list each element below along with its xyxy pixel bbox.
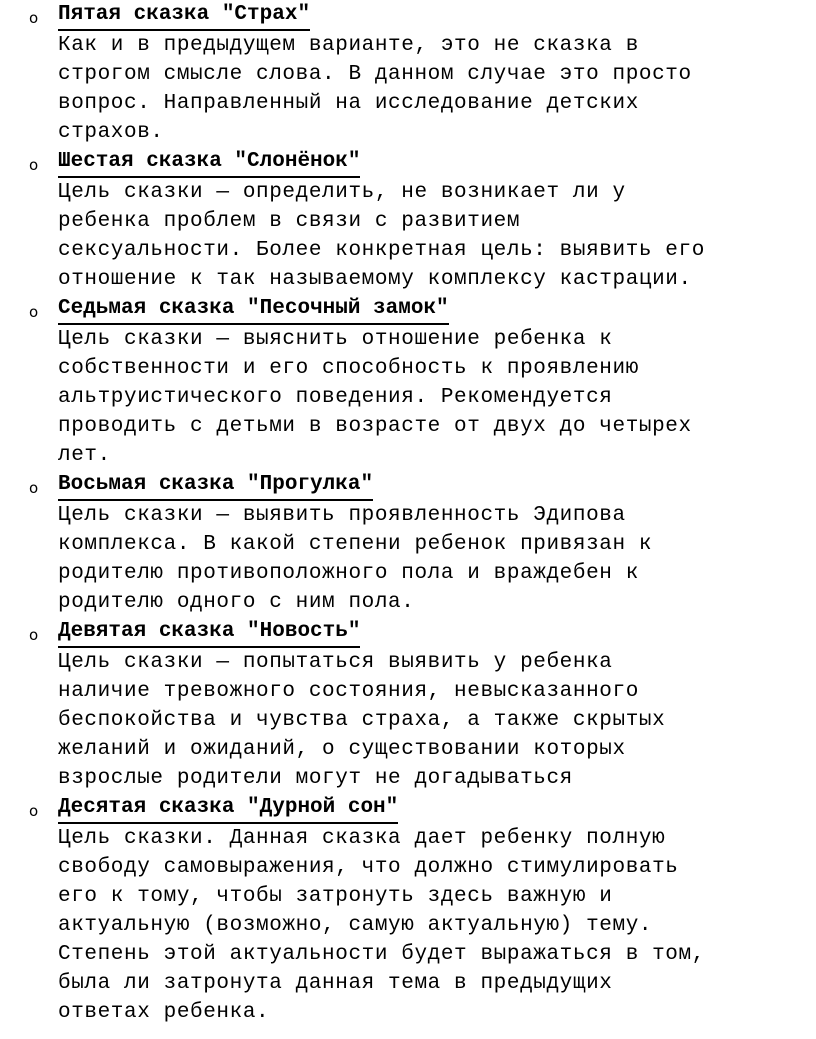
item-title: Восьмая сказка "Прогулка" <box>58 470 373 501</box>
list-item-fairy-tale-10 <box>0 793 816 1027</box>
item-description: Цель сказки — попытаться выявить у ребенка наличие тревожного состояния, невысказанного беспокойства и чувства страха, а также скрытых желаний и ожиданий, о существовании которых взрослые родители могут не догадываться <box>58 651 666 790</box>
bullet-icon: o <box>29 626 39 644</box>
item-title: Десятая сказка "Дурной сон" <box>58 793 398 824</box>
list-item-fairy-tale-5 <box>0 0 816 147</box>
bullet-icon: o <box>29 802 39 820</box>
item-title: Девятая сказка "Новость" <box>58 617 360 648</box>
list-item-fairy-tale-8 <box>0 470 816 617</box>
item-description: Цель сказки — выяснить отношение ребенка к собственности и его способность к проявлению альтруистического поведения. Рекомендуется проводить с детьми в возрасте от двух до четырех лет. <box>58 328 692 467</box>
list-item-fairy-tale-6 <box>0 147 816 294</box>
item-description: Цель сказки — определить, не возникает ли у ребенка проблем в связи с развитием сексуальности. Более конкретная цель: выявить его отношение к так называемому комплексу кастрации. <box>58 181 705 291</box>
item-title: Пятая сказка "Страх" <box>58 0 310 31</box>
bullet-icon: o <box>29 479 39 497</box>
bullet-icon: o <box>29 303 39 321</box>
list-item-fairy-tale-7 <box>0 294 816 470</box>
bullet-icon: o <box>29 9 39 27</box>
list-item-fairy-tale-9 <box>0 617 816 793</box>
item-description: Как и в предыдущем варианте, это не сказка в строгом смысле слова. В данном случае это просто вопрос. Направленный на исследование детских страхов. <box>58 34 692 144</box>
item-title: Седьмая сказка "Песочный замок" <box>58 294 449 325</box>
item-description: Цель сказки. Данная сказка дает ребенку полную свободу самовыражения, что должно стимулировать его к тому, чтобы затронуть здесь важную и актуальную (возможно, самую актуальную) тему. Степень этой актуальности будет выражаться в том, была ли затронута данная тема в предыдущих ответах ребенка. <box>58 827 705 1024</box>
item-description: Цель сказки — выявить проявленность Эдипова комплекса. В какой степени ребенок привязан к родителю противоположного пола и враждебен к родителю одного с ним пола. <box>58 504 653 614</box>
item-title: Шестая сказка "Слонёнок" <box>58 147 360 178</box>
bullet-icon: o <box>29 156 39 174</box>
